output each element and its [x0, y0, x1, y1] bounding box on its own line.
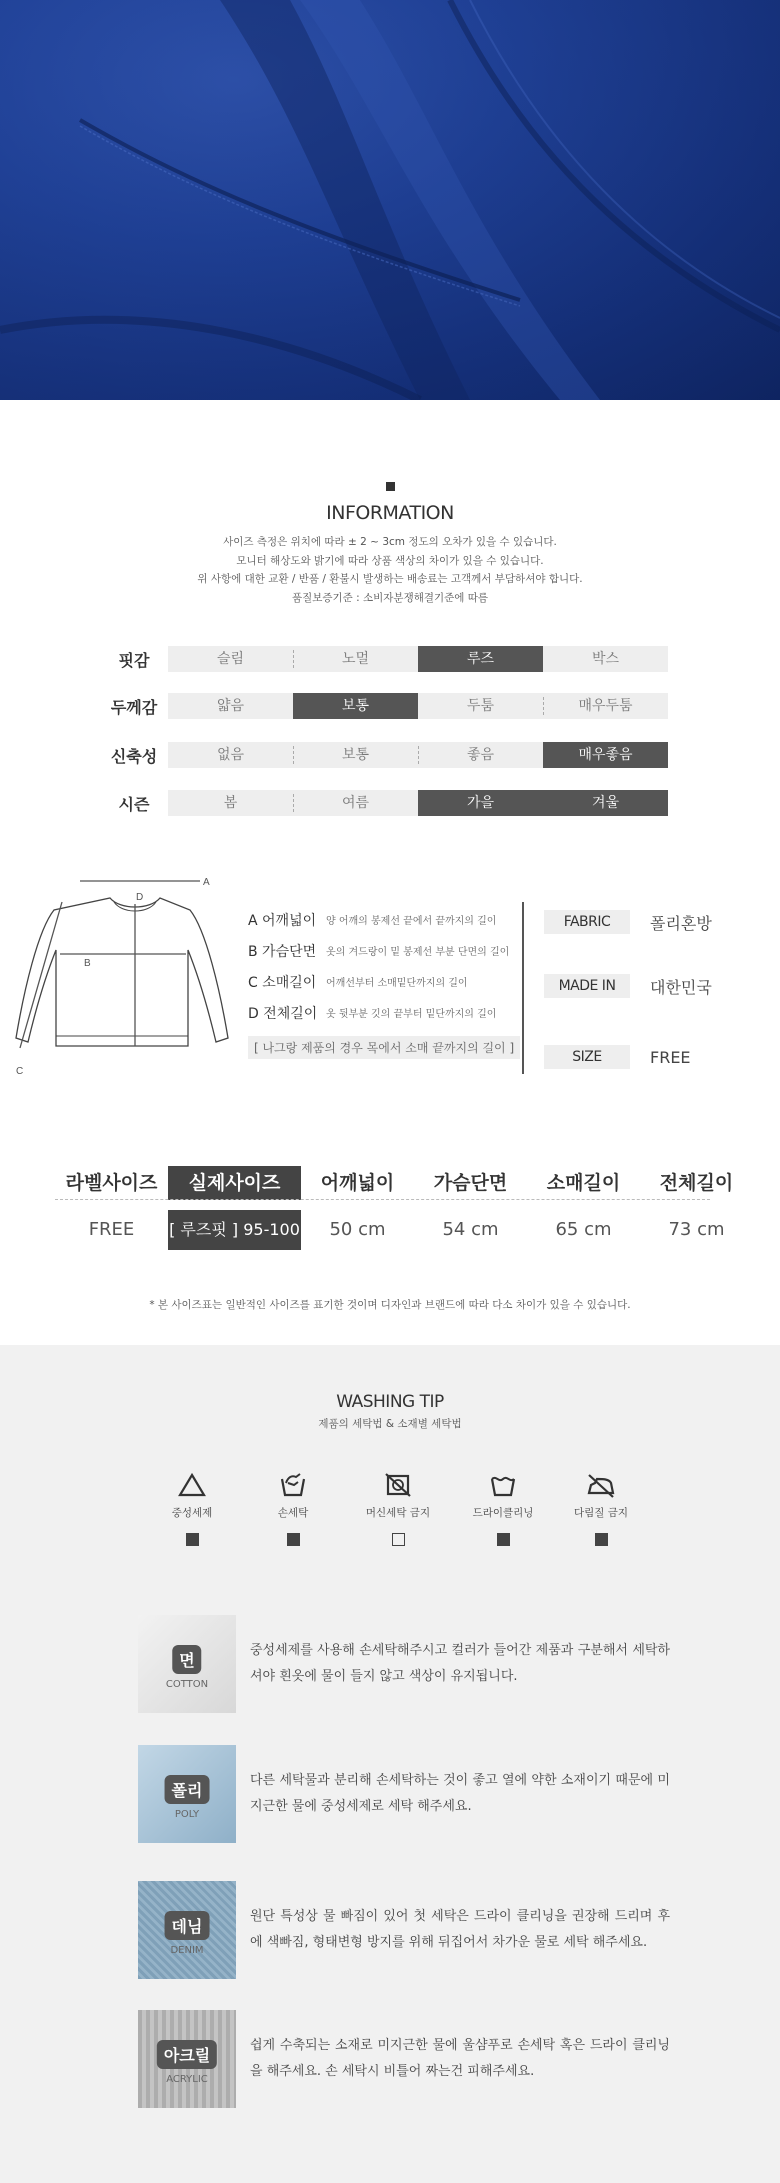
size-header-cell: 실제사이즈: [168, 1166, 301, 1200]
spec-fabric: [544, 910, 712, 934]
measure-desc: 어깨선부터 소매밑단까지의 길이: [326, 978, 468, 989]
raglan-note: [ 나그랑 제품의 경우 목에서 소매 끝까지의 길이 ]: [248, 1036, 520, 1059]
info-note: 사이즈 측정은 위치에 따라 ± 2 ~ 3cm 정도의 오차가 있을 수 있습니다.: [223, 536, 557, 548]
material-poly: [138, 1745, 670, 1843]
attribute-option: 매우두툼: [543, 693, 668, 719]
material-text: 원단 특성상 물 빠짐이 있어 첫 세탁은 드라이 클리닝을 권장해 드리며 후에 색빠짐, 형태변형 방지를 위해 뒤집어서 차가운 물로 세탁 해주세요.: [250, 1909, 670, 1950]
no-machine-wash-icon: [383, 1471, 413, 1499]
size-header-cell: 어깨넓이: [320, 1172, 395, 1194]
attribute-option: 박스: [543, 646, 668, 672]
fabric-photo: [0, 0, 780, 400]
info-note: 위 사항에 대한 교환 / 반품 / 환불시 발생하는 배송료는 고객께서 부담하셔야 합니다.: [197, 573, 583, 585]
material-swatch: [138, 1745, 236, 1843]
label-d: D: [136, 892, 144, 903]
material-badge: 폴리: [165, 1775, 210, 1804]
material-swatch: [138, 1615, 236, 1713]
spec-size: [544, 1045, 691, 1069]
label-b: B: [84, 958, 91, 969]
material-en: POLY: [174, 1809, 200, 1820]
attribute-option: 보통: [293, 742, 418, 768]
size-cell: [ 루즈핏 ] 95-100: [168, 1210, 301, 1250]
wash-label: 중성세제: [171, 1507, 213, 1519]
attribute-row: [100, 693, 668, 719]
size-table-divider: [55, 1199, 710, 1200]
attribute-label: 신축성: [110, 746, 158, 766]
attribute-option: 노멀: [293, 646, 418, 672]
material-cotton: [138, 1615, 670, 1713]
garment-diagram: [10, 870, 230, 1090]
wash-item: [453, 1471, 553, 1546]
attribute-row: [100, 646, 668, 672]
attribute-option: 루즈: [418, 646, 543, 672]
wash-item: [551, 1471, 651, 1546]
wash-checkbox: [287, 1533, 300, 1546]
wash-checkbox: [186, 1533, 199, 1546]
wash-item: [243, 1471, 343, 1546]
sweatshirt-diagram-icon: [10, 870, 230, 1090]
wash-checkbox: [392, 1533, 405, 1546]
label-a: A: [203, 877, 210, 888]
size-cell: 50 cm: [329, 1219, 386, 1240]
label-c: C: [16, 1066, 24, 1077]
spec-label: FABRIC: [544, 910, 630, 934]
attribute-option: 좋음: [418, 742, 543, 768]
size-disclaimer: * 본 사이즈표는 일반적인 사이즈를 표기한 것이며 디자인과 브랜드에 따라 다소 차이가 있을 수 있습니다.: [149, 1299, 631, 1311]
material-badge: 면: [172, 1645, 201, 1674]
wash-checkbox: [595, 1533, 608, 1546]
attribute-option: 얇음: [168, 693, 293, 719]
material-text: 다른 세탁물과 분리해 손세탁하는 것이 좋고 열에 약한 소재이기 때문에 미지근한 물에 중성세제로 세탁 해주세요.: [250, 1773, 670, 1814]
size-header-cell: 가슴단면: [433, 1172, 508, 1194]
material-en: COTTON: [165, 1679, 209, 1690]
wash-item: [348, 1471, 448, 1546]
measure-key: B 가슴단면: [248, 943, 317, 960]
attribute-option: 두툼: [418, 693, 543, 719]
attribute-option: 없음: [168, 742, 293, 768]
material-en: ACRYLIC: [166, 2074, 208, 2085]
measurement-legend: [248, 904, 509, 1028]
attribute-option: 여름: [293, 790, 418, 816]
attribute-label: 핏감: [118, 650, 150, 670]
material-swatch: [138, 2010, 236, 2108]
fabric-texture: [0, 0, 780, 400]
divider: [522, 902, 524, 1074]
spec-value: 폴리혼방: [650, 913, 712, 933]
dry-clean-icon: [488, 1471, 518, 1499]
material-acrylic: [138, 2010, 670, 2108]
no-ironing-icon: [585, 1471, 617, 1499]
measure-item: [248, 935, 509, 966]
material-denim: [138, 1881, 670, 1979]
attribute-option: 슬림: [168, 646, 293, 672]
spec-value: FREE: [650, 1047, 691, 1067]
spec-label: SIZE: [544, 1045, 630, 1069]
size-cell: FREE: [88, 1219, 135, 1240]
attribute-row: [100, 790, 668, 816]
attribute-option: 보통: [293, 693, 418, 719]
attribute-label: 시즌: [118, 794, 150, 814]
wash-label: 손세탁: [277, 1507, 309, 1519]
size-cell: 73 cm: [668, 1219, 725, 1240]
size-header-cell: 전체길이: [659, 1172, 734, 1194]
washing-title: WASHING TIP: [336, 1392, 444, 1412]
measure-key: D 전체길이: [248, 1005, 318, 1022]
measure-item: [248, 997, 509, 1028]
attribute-option: 매우좋음: [543, 742, 668, 768]
measure-item: [248, 966, 509, 997]
spec-made-in: [544, 974, 712, 998]
info-note: 모니터 해상도와 밝기에 따라 상품 색상의 차이가 있을 수 있습니다.: [236, 554, 544, 567]
info-notes: [0, 533, 780, 607]
attribute-option: 가을: [418, 790, 543, 816]
attribute-row: [100, 742, 668, 768]
measure-item: [248, 904, 509, 935]
hand-wash-icon: [278, 1471, 308, 1499]
size-header-cell: 라벨사이즈: [65, 1172, 158, 1194]
measure-desc: 옷 뒷부분 깃의 끝부터 밑단까지의 길이: [326, 1009, 497, 1020]
attribute-option: 겨울: [543, 790, 668, 816]
attribute-label: 두께감: [110, 697, 158, 717]
material-en: DENIM: [170, 1945, 204, 1956]
measure-key: C 소매길이: [248, 974, 317, 991]
wash-label: 머신세탁 금지: [365, 1507, 431, 1519]
spec-value: 대한민국: [650, 977, 712, 997]
size-header-cell: 소매길이: [546, 1172, 621, 1194]
measure-key: A 어깨넓이: [248, 912, 317, 929]
washing-tip-section: [0, 1345, 780, 2183]
measure-desc: 옷의 겨드랑이 밑 봉제선 부분 단면의 길이: [326, 947, 510, 958]
material-badge: 아크릴: [157, 2040, 217, 2069]
material-text: 중성세제를 사용해 손세탁해주시고 컬러가 들어간 제품과 구분해서 세탁하셔야 흰옷에 물이 들지 않고 색상이 유지됩니다.: [250, 1643, 670, 1684]
size-table-row: [55, 1210, 753, 1250]
info-note: 품질보증기준 : 소비자분쟁해결기준에 따름: [291, 591, 489, 604]
size-table-header: [55, 1166, 753, 1200]
neutral-detergent-icon: [177, 1471, 207, 1499]
attribute-option: 봄: [168, 790, 293, 816]
washing-subtitle: 제품의 세탁법 & 소재별 세탁법: [318, 1418, 462, 1430]
wash-label: 다림질 금지: [573, 1507, 629, 1519]
info-title: INFORMATION: [326, 502, 454, 524]
section-marker: [386, 482, 395, 491]
measure-desc: 양 어깨의 봉제선 끝에서 끝까지의 길이: [326, 916, 497, 927]
spec-label: MADE IN: [544, 974, 630, 998]
size-cell: 54 cm: [442, 1219, 499, 1240]
material-text: 쉽게 수축되는 소재로 미지근한 물에 울샴푸로 손세탁 혹은 드라이 클리닝을 해주세요. 손 세탁시 비틀어 짜는건 피해주세요.: [250, 2038, 670, 2079]
material-badge: 데님: [165, 1911, 210, 1940]
wash-item: [142, 1471, 242, 1546]
wash-label: 드라이클리닝: [472, 1507, 534, 1519]
size-cell: 65 cm: [555, 1219, 612, 1240]
material-swatch: [138, 1881, 236, 1979]
wash-checkbox: [497, 1533, 510, 1546]
